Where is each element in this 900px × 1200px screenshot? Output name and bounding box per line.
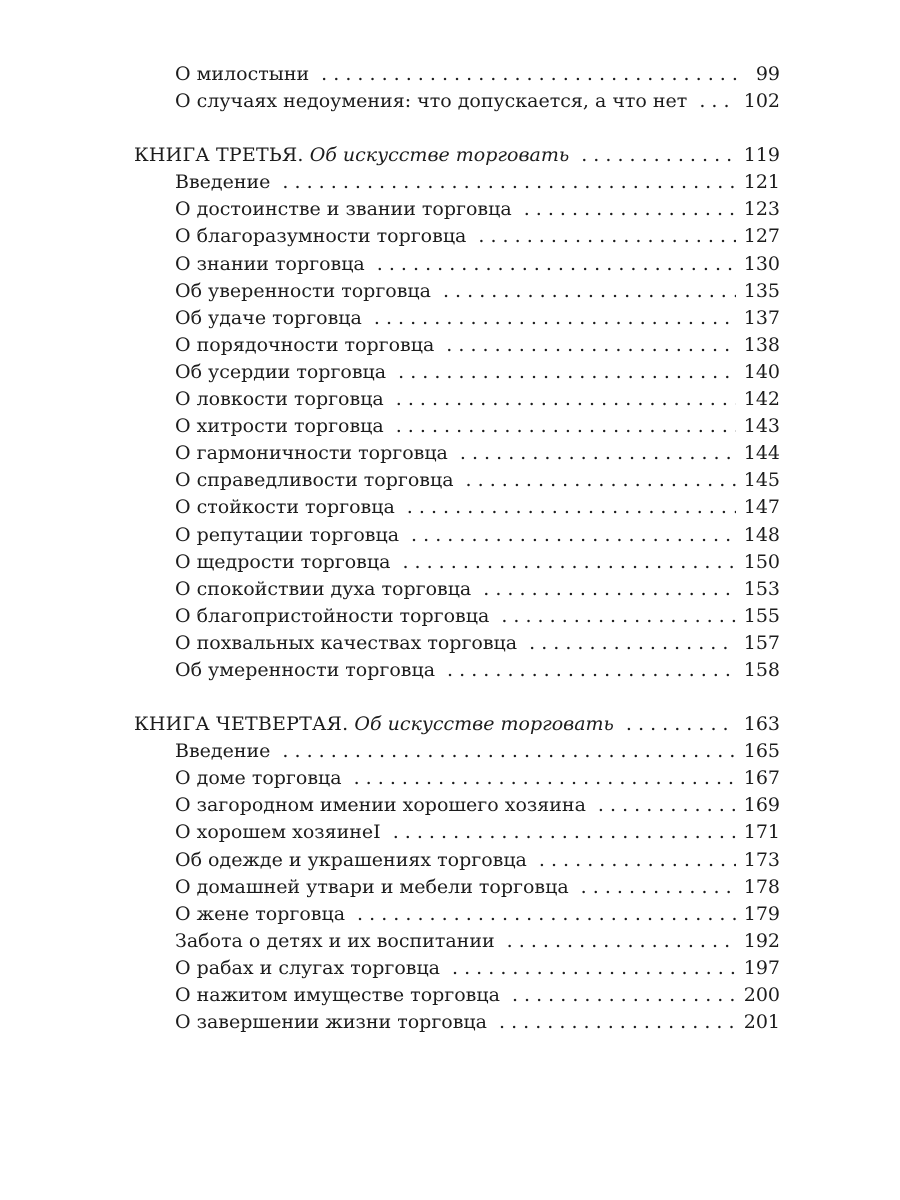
dot-leader — [581, 874, 736, 901]
dot-leader — [396, 386, 736, 413]
page-number: 143 — [743, 415, 780, 438]
entry-title: О щедрости торговца — [175, 550, 391, 573]
entry-title: О случаях недоумения: что допускается, а что нет — [175, 90, 688, 113]
page-number: 171 — [743, 821, 780, 844]
dot-leader — [699, 88, 735, 115]
entry-title: Об умеренности торговца — [175, 658, 436, 681]
page-number: 148 — [743, 523, 780, 546]
page-number: 147 — [743, 496, 780, 519]
entry-title: О домашней утвари и мебели торговца — [175, 875, 569, 898]
dot-leader — [398, 359, 736, 386]
dot-leader — [539, 847, 736, 874]
dot-leader — [377, 251, 736, 278]
book-heading-title — [134, 711, 614, 738]
section-gap — [134, 684, 780, 711]
toc-book-heading[interactable] — [134, 711, 780, 738]
dot-leader — [402, 549, 735, 576]
toc-entry[interactable] — [134, 819, 780, 846]
toc-entry[interactable] — [134, 792, 780, 819]
page-number: 197 — [743, 956, 780, 979]
dot-leader — [447, 657, 736, 684]
dot-leader — [598, 792, 736, 819]
page-number: 155 — [743, 604, 780, 627]
entry-title: Об уверенности торговца — [175, 279, 431, 302]
entry-title: Введение — [175, 740, 271, 763]
toc-entry[interactable] — [134, 223, 780, 250]
dot-leader — [393, 819, 736, 846]
entry-title: О доме торговца — [175, 767, 342, 790]
toc-entry[interactable] — [134, 169, 780, 196]
dot-leader — [581, 142, 736, 169]
toc-entry[interactable] — [134, 901, 780, 928]
toc-entry[interactable] — [134, 576, 780, 603]
dot-leader — [407, 494, 736, 521]
toc-entry[interactable] — [134, 359, 780, 386]
toc-entry[interactable] — [134, 982, 780, 1009]
entry-title: О спокойствии духа торговца — [175, 577, 472, 600]
entry-title: О стойкости торговца — [175, 496, 395, 519]
page-number: 201 — [743, 1011, 780, 1034]
entry-title: О загородном имении хорошего хозяина — [175, 794, 586, 817]
dot-leader — [478, 223, 735, 250]
entry-title: Введение — [175, 171, 271, 194]
page-number: 127 — [743, 225, 780, 248]
entry-title: Забота о детях и их воспитании — [175, 929, 495, 952]
entry-title: О завершении жизни торговца — [175, 1011, 487, 1034]
toc-entry[interactable] — [134, 494, 780, 521]
page-number: 173 — [743, 848, 780, 871]
page-number: 99 — [755, 63, 780, 85]
entry-title: О справедливости торговца — [175, 469, 454, 492]
dot-leader — [282, 738, 735, 765]
book-subtitle: Об искусстве торговать — [309, 144, 570, 167]
toc-entry[interactable] — [134, 847, 780, 874]
page-number: 169 — [743, 794, 780, 817]
toc-entry[interactable] — [134, 630, 780, 657]
dot-leader — [396, 413, 736, 440]
page-number: 137 — [743, 306, 780, 329]
book-label: КНИГА ЧЕТВЕРТАЯ. — [134, 713, 349, 736]
page-number: 121 — [743, 171, 780, 194]
page-number: 140 — [743, 360, 780, 383]
entry-title: О достоинстве и звании торговца — [175, 198, 512, 221]
toc-entry[interactable] — [134, 549, 780, 576]
dot-leader — [411, 522, 736, 549]
dot-leader — [374, 305, 736, 332]
page-number: 119 — [743, 144, 780, 167]
dot-leader — [499, 1009, 736, 1036]
page-number: 165 — [743, 740, 780, 763]
entry-title: Об одежде и украшениях торговца — [175, 848, 527, 871]
entry-title: О благоразумности торговца — [175, 225, 467, 248]
page-number: 102 — [743, 90, 780, 113]
dot-leader — [357, 901, 736, 928]
dot-leader — [524, 196, 736, 223]
toc-entry[interactable] — [134, 657, 780, 684]
dot-leader — [282, 169, 735, 196]
entry-title: О хорошем хозяинеI — [175, 821, 381, 844]
page-number: 142 — [743, 388, 780, 411]
entry-title: О хитрости торговца — [175, 415, 384, 438]
dot-leader — [507, 928, 736, 955]
dot-leader — [529, 630, 736, 657]
toc-entry[interactable] — [134, 928, 780, 955]
entry-title: О жене торговца — [175, 902, 346, 925]
toc-entry[interactable] — [134, 386, 780, 413]
entry-title: О рабах и слугах торговца — [175, 956, 441, 979]
toc-entry[interactable] — [134, 61, 780, 88]
entry-title: Об удаче торговца — [175, 306, 362, 329]
dot-leader — [452, 955, 736, 982]
page-number: 123 — [743, 198, 780, 221]
toc-entry[interactable] — [134, 440, 780, 467]
page-number: 130 — [743, 252, 780, 275]
book-heading-title — [134, 142, 569, 169]
entry-title: О нажитом имуществе торговца — [175, 984, 500, 1006]
toc-entry[interactable] — [134, 603, 780, 630]
book-label: КНИГА ТРЕТЬЯ. — [134, 144, 304, 167]
table-of-contents — [134, 61, 780, 1036]
page-number: 153 — [743, 577, 780, 600]
toc-book-heading[interactable] — [134, 142, 780, 169]
page-number: 163 — [743, 713, 780, 736]
dot-leader — [626, 711, 736, 738]
dot-leader — [354, 765, 736, 792]
toc-entry[interactable] — [134, 332, 780, 359]
toc-entry[interactable] — [134, 738, 780, 765]
book-subtitle: Об искусстве торговать — [354, 713, 614, 736]
entry-title: О репутации торговца — [175, 523, 400, 546]
entry-title: Об усердии торговца — [175, 360, 387, 383]
dot-leader — [466, 467, 736, 494]
toc-entry[interactable] — [134, 196, 780, 223]
entry-title: О ловкости торговца — [175, 388, 384, 411]
entry-title: О благопристойности торговца — [175, 604, 490, 627]
page-number: 157 — [743, 631, 780, 654]
entry-title: О похвальных качествах торговца — [175, 631, 518, 654]
toc-entry[interactable] — [134, 251, 780, 278]
page-number: 145 — [743, 469, 780, 492]
toc-entry[interactable] — [134, 467, 780, 494]
toc-entry[interactable] — [134, 1009, 780, 1036]
toc-entry[interactable] — [134, 765, 780, 792]
toc-entry[interactable] — [134, 413, 780, 440]
page-number: 200 — [743, 984, 780, 1006]
page-number: 179 — [743, 902, 780, 925]
dot-leader — [512, 982, 736, 1009]
section-gap — [134, 115, 780, 142]
page-number: 138 — [743, 333, 780, 356]
entry-title: О порядочности торговца — [175, 333, 435, 356]
dot-leader — [443, 278, 736, 305]
dot-leader — [483, 576, 735, 603]
entry-title: О знании торговца — [175, 252, 365, 275]
toc-entry[interactable] — [134, 305, 780, 332]
toc-entry[interactable] — [134, 955, 780, 982]
dot-leader — [321, 61, 738, 88]
dot-leader — [501, 603, 735, 630]
page-number: 150 — [743, 550, 780, 573]
page-number: 135 — [743, 279, 780, 302]
dot-leader — [446, 332, 735, 359]
page-number: 167 — [743, 767, 780, 790]
page-number: 158 — [743, 658, 780, 681]
page-number: 144 — [743, 442, 780, 465]
dot-leader — [460, 440, 736, 467]
toc-entry[interactable] — [134, 278, 780, 305]
toc-entry[interactable] — [134, 522, 780, 549]
entry-title: О милостыни — [175, 63, 310, 85]
toc-entry[interactable] — [134, 874, 780, 901]
page-number: 178 — [743, 875, 780, 898]
page-number: 192 — [743, 929, 780, 952]
entry-title: О гармоничности торговца — [175, 442, 448, 465]
toc-entry[interactable] — [134, 88, 780, 115]
